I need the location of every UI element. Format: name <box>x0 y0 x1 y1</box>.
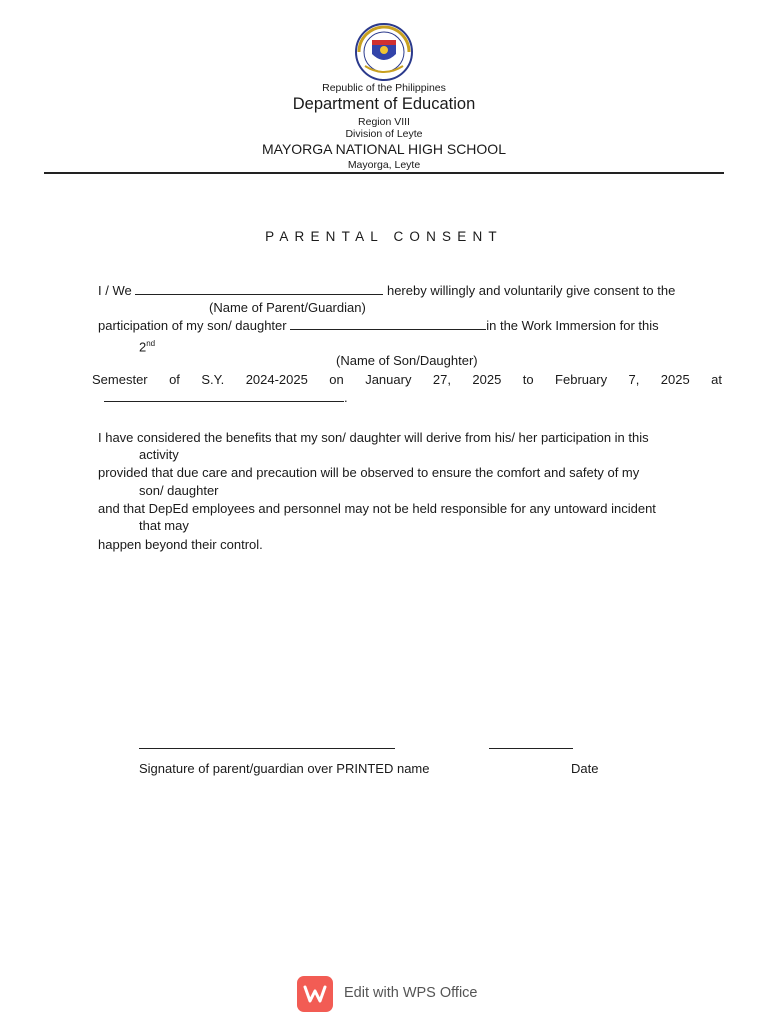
ordinal-number: 2 <box>139 339 147 355</box>
signature-line[interactable] <box>139 748 395 749</box>
venue-line <box>104 390 348 406</box>
semester-word: on <box>329 372 344 387</box>
semester-word: to <box>522 372 534 387</box>
body-line-4: happen beyond their control. <box>98 537 263 552</box>
wps-w-icon <box>297 976 333 1012</box>
school-name: MAYORGA NATIONAL HIGH SCHOOL <box>261 141 506 157</box>
body-line-2-continued: son/ daughter <box>139 483 219 498</box>
semester-word: 7, <box>628 372 640 387</box>
region-text: Region VIII <box>358 116 410 128</box>
semester-word: January <box>365 372 412 387</box>
semester-line <box>92 372 722 387</box>
semester-word: 27, <box>432 372 451 387</box>
deped-seal-logo <box>349 22 419 82</box>
wps-edit-link[interactable]: Edit with WPS Office <box>344 985 478 1001</box>
body-line-2: provided that due care and precaution will be observed to ensure the comfort and safety of my <box>98 465 640 480</box>
parent-name-blank[interactable] <box>135 284 383 295</box>
venue-blank[interactable] <box>104 391 344 402</box>
venue-period: . <box>344 390 348 405</box>
semester-word: February <box>555 372 608 387</box>
child-name-blank[interactable] <box>290 319 486 330</box>
consent-line-2-prefix: participation of my son/ daughter <box>98 318 287 333</box>
header-divider <box>44 172 724 174</box>
ordinal-semester <box>139 336 155 355</box>
child-name-caption: (Name of Son/Daughter) <box>336 353 478 368</box>
consent-prefix: I / We <box>98 283 132 298</box>
body-line-3-continued: that may <box>139 518 189 533</box>
semester-word: 2024-2025 <box>245 372 308 387</box>
school-location: Mayorga, Leyte <box>347 159 421 171</box>
division-text: Division of Leyte <box>345 128 423 140</box>
semester-word: S.Y. <box>201 372 225 387</box>
semester-word: of <box>169 372 180 387</box>
document-title: PARENTAL CONSENT <box>265 229 503 244</box>
wps-office-logo[interactable] <box>297 976 333 1012</box>
parent-name-caption: (Name of Parent/Guardian) <box>209 300 366 315</box>
date-line[interactable] <box>489 748 573 749</box>
body-line-1: I have considered the benefits that my son/ daughter will derive from his/ her participation in this <box>98 430 649 445</box>
signature-label: Signature of parent/guardian over PRINTED name <box>139 761 430 776</box>
ordinal-suffix: nd <box>146 339 156 348</box>
body-line-3: and that DepEd employees and personnel may not be held responsible for any untoward incident <box>98 501 656 516</box>
semester-word: at <box>711 372 722 387</box>
consent-line-1-suffix: hereby willingly and voluntarily give consent to the <box>386 283 676 298</box>
republic-text: Republic of the Philippines <box>322 82 446 94</box>
date-label: Date <box>571 761 599 776</box>
consent-line-2 <box>98 318 659 334</box>
consent-line-2-suffix: in the Work Immersion for this <box>486 318 659 333</box>
department-name: Department of Education <box>292 95 476 113</box>
semester-word: 2025 <box>660 372 690 387</box>
semester-word: 2025 <box>472 372 502 387</box>
semester-word: Semester <box>92 372 148 387</box>
consent-line-1 <box>98 283 675 299</box>
body-line-1-continued: activity <box>139 447 179 462</box>
